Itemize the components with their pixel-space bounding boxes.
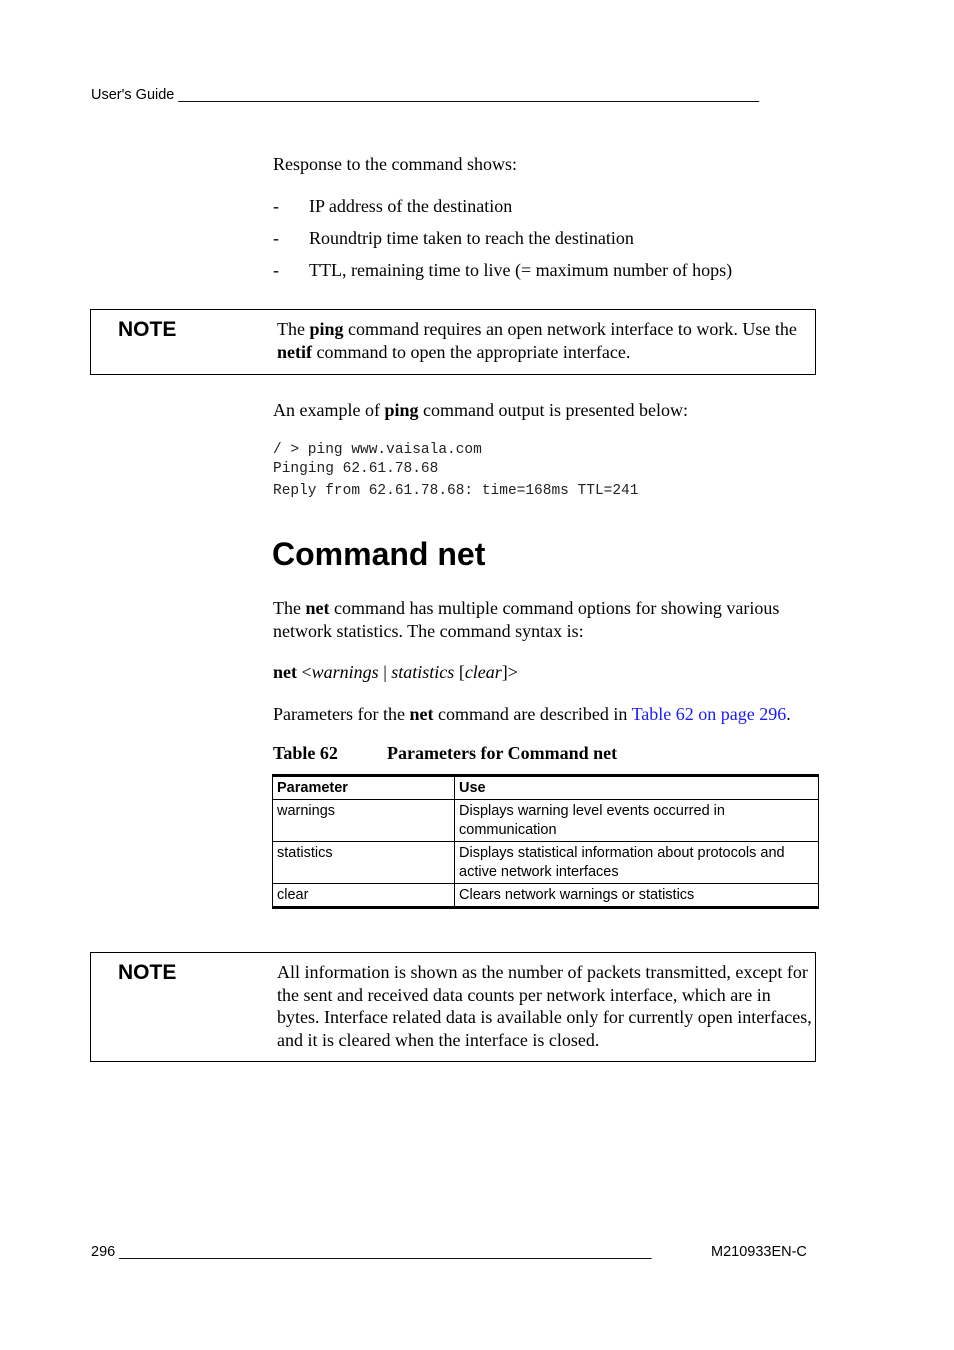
example-paragraph [273,399,688,422]
note-box [90,309,816,375]
text-part: Parameters for the [273,704,410,724]
note-label: NOTE [118,961,177,984]
document-code: M210933EN-C [711,1244,807,1260]
parameters-table [272,774,819,909]
running-header: User's Guide ________________________________________________________________________ [91,87,760,103]
syntax-part: | [378,662,392,682]
table-caption-title: Parameters for Command net [387,743,618,763]
table-row [273,800,819,842]
table-cell: Clears network warnings or statistics [455,884,819,908]
command-name: net [409,704,434,724]
text-part: command output is presented below: [418,400,688,420]
table-cell: statistics [273,842,455,884]
text-part: The [273,598,306,618]
table-caption [273,742,338,765]
table-cell: clear [273,884,455,908]
text-part: . [786,704,791,724]
code-line: Reply from 62.61.78.68: time=168ms TTL=241 [273,483,639,499]
command-name: net [273,662,297,682]
page-number: 296 __________________________________________________________________ [91,1244,652,1260]
note-box [90,952,816,1062]
table-cell: Displays warning level events occurred in communication [455,800,819,842]
list-item-text: Roundtrip time taken to reach the destination [309,228,634,248]
syntax-part: ]> [501,662,518,682]
table-reference-link[interactable]: Table 62 on page 296 [631,704,787,724]
table-cell: Displays statistical information about protocols and active network interfaces [455,842,819,884]
command-name: ping [384,400,419,420]
note-label: NOTE [118,318,177,341]
bullet-marker: - [273,196,279,216]
bullet-marker: - [273,228,279,248]
list-item-text: TTL, remaining time to live (= maximum number of hops) [309,260,733,280]
command-name: net [305,598,330,618]
list-item-text: IP address of the destination [309,196,513,216]
section-paragraph [273,703,791,726]
table-caption-number: Table 62 [273,743,338,763]
text-part: command are described in [433,704,632,724]
column-header: Use [455,776,819,800]
note-text [277,318,813,363]
command-name: ping [309,319,344,339]
syntax-option: clear [464,662,502,682]
section-heading: Command net [272,536,486,572]
note-text-part: The [277,319,310,339]
intro-paragraph: Response to the command shows: [273,154,517,174]
syntax-option: statistics [391,662,455,682]
code-line: Pinging 62.61.78.68 [273,461,439,477]
text-part: An example of [273,400,385,420]
code-line: / > ping www.vaisala.com [273,442,482,458]
note-text: All information is shown as the number of packets transmitted, except for the sent and received data counts per network interface, which are in bytes. Interface related data is available only for currently open interfaces, and it is cleared when the interface is closed. [277,962,812,1050]
command-syntax [273,661,518,684]
note-text-part: command requires an open network interface to work. Use the [343,319,797,339]
note-text-part: command to open the appropriate interface. [312,341,631,362]
table-cell: warnings [273,800,455,842]
bullet-marker: - [273,260,279,280]
table-row [273,884,819,908]
section-paragraph [273,597,818,643]
table-header-row [273,776,819,800]
column-header: Parameter [273,776,455,800]
syntax-option: warnings [311,662,379,682]
syntax-part: [ [454,662,465,682]
command-name: netif [277,341,312,362]
text-part: command has multiple command options for showing various network statistics. The command syntax is: [273,598,780,641]
table-row [273,842,819,884]
syntax-part: < [297,662,312,682]
